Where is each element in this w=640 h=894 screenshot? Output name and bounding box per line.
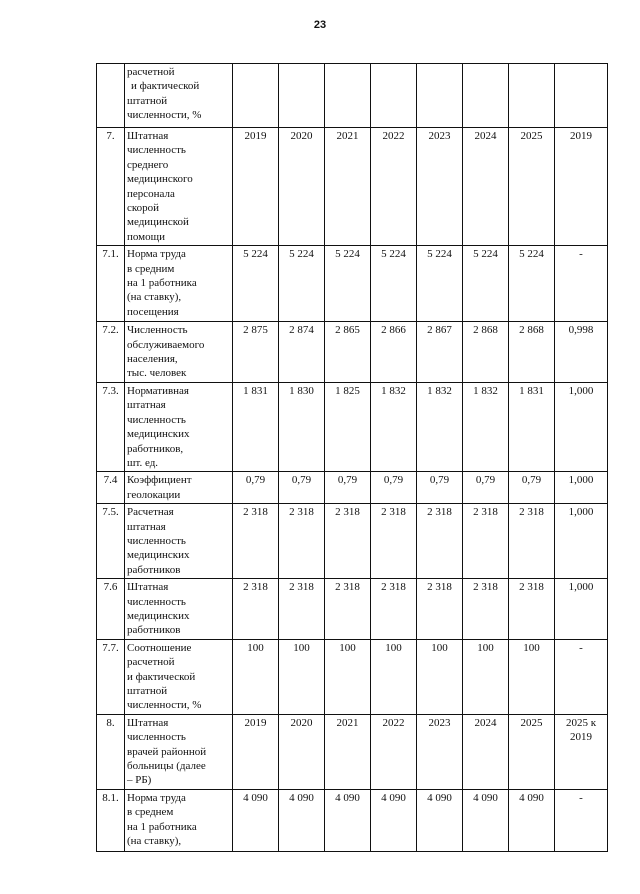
year-value-cell: 2 868 [509,322,555,383]
indicator-name-line: штатная [127,399,166,412]
year-value-cell: 2025 [509,128,555,246]
year-value-cell: 0,79 [417,472,463,504]
year-value-cell: 2020 [279,714,325,789]
table-row [97,472,608,504]
year-value-cell [509,64,555,128]
indicator-name-line: медицинских [127,428,190,441]
year-value-cell: 2 866 [371,322,417,383]
indicator-name-line: помощи [127,230,165,243]
year-value-cell: 0,79 [371,472,417,504]
indicator-name-line: Штатная [127,716,169,729]
indicator-name-line: – РБ) [127,774,152,787]
indicator-name-line: Нормативная [127,384,189,397]
year-value-cell: 2 318 [279,579,325,640]
year-value-cell: 2 318 [233,579,279,640]
indicator-name-line: Расчетная [127,506,174,519]
indicator-name-line: расчетной [127,66,175,78]
indicator-name [125,128,233,246]
indicator-name [125,579,233,640]
ratio-cell: 1,000 [555,472,608,504]
year-value-cell: 2022 [371,714,417,789]
indicator-name-line: (на ставку), [127,291,182,304]
indicator-name-line: Норма труда [127,791,186,804]
year-value-cell: 2021 [325,128,371,246]
indicator-name-line: численность [127,413,186,426]
indicator-name [125,789,233,851]
year-value-cell: 2 868 [463,322,509,383]
year-value-cell: 2 318 [463,504,509,579]
year-value-cell: 5 224 [233,246,279,322]
year-value-cell: 2025 [509,714,555,789]
indicator-name-line: обслуживаемого [127,338,205,351]
year-value-cell: 2 875 [233,322,279,383]
indicator-name-line: в среднем [127,806,174,819]
year-value-cell: 2 318 [325,504,371,579]
year-value-cell [417,64,463,128]
year-value-cell: 0,79 [509,472,555,504]
year-value-cell: 100 [509,639,555,714]
row-number [97,64,125,128]
indicator-name-line: медицинских [127,549,190,562]
year-value-cell: 4 090 [325,789,371,851]
indicator-name-line: тыс. человек [127,367,187,380]
indicator-name-line: шт. ед. [127,456,159,469]
indicator-name-line: Штатная [127,130,169,142]
year-value-cell: 1 832 [463,382,509,471]
indicator-name-line: Численность [127,324,188,337]
year-value-cell: 100 [279,639,325,714]
year-value-cell: 2022 [371,128,417,246]
year-value-cell: 1 830 [279,382,325,471]
indicators-table [96,63,608,852]
row-number: 7. [97,128,125,246]
table-row [97,128,608,246]
indicator-name-line: медицинских [127,609,190,622]
year-value-cell: 2024 [463,128,509,246]
year-value-cell: 2019 [233,128,279,246]
row-number: 8. [97,714,125,789]
year-value-cell [371,64,417,128]
indicator-name-line: скорой [127,202,160,215]
indicator-name-line: Коэффициент [127,474,192,487]
year-value-cell: 2 318 [417,504,463,579]
year-value-cell: 100 [417,639,463,714]
table-row [97,789,608,851]
year-value-cell: 4 090 [417,789,463,851]
ratio-cell: 2019 [555,128,608,246]
indicator-name-line: и фактической [131,80,200,93]
year-value-cell: 2023 [417,128,463,246]
indicator-name [125,714,233,789]
year-value-cell: 1 832 [371,382,417,471]
year-value-cell: 1 831 [509,382,555,471]
year-value-cell: 5 224 [325,246,371,322]
indicator-name-line: работников [127,624,181,637]
indicator-name-line: медицинской [127,216,189,229]
year-value-cell: 4 090 [371,789,417,851]
year-value-cell: 5 224 [509,246,555,322]
year-value-cell [463,64,509,128]
year-value-cell: 2 318 [371,579,417,640]
table-row [97,382,608,471]
year-value-cell: 4 090 [233,789,279,851]
year-value-cell: 2 318 [371,504,417,579]
indicator-name-line: на 1 работника [127,820,197,833]
indicator-name-line: среднего [127,158,169,171]
year-value-cell: 2019 [233,714,279,789]
indicator-name-line: численности, % [127,109,202,122]
year-value-cell: 2 318 [463,579,509,640]
year-value-cell: 0,79 [325,472,371,504]
row-number: 8.1. [97,789,125,851]
year-value-cell: 100 [233,639,279,714]
year-value-cell: 2023 [417,714,463,789]
indicator-name-line: численность [127,534,186,547]
indicator-name-line: геолокации [127,488,181,501]
row-number: 7.5. [97,504,125,579]
year-value-cell: 5 224 [371,246,417,322]
ratio-cell: 0,998 [555,322,608,383]
year-value-cell: 4 090 [463,789,509,851]
ratio-cell: 1,000 [555,382,608,471]
row-number: 7.3. [97,382,125,471]
year-value-cell: 2020 [279,128,325,246]
ratio-cell: 1,000 [555,579,608,640]
row-number: 7.4 [97,472,125,504]
year-value-cell: 2 318 [509,504,555,579]
year-value-cell: 0,79 [463,472,509,504]
table-row [97,714,608,789]
year-value-cell [279,64,325,128]
indicator-name-line: врачей районной [127,745,207,758]
year-value-cell: 0,79 [279,472,325,504]
indicator-name-line: на 1 работника [127,277,197,290]
year-value-cell: 1 831 [233,382,279,471]
indicator-name-line: численности, % [127,699,202,712]
table-row [97,64,608,128]
indicator-name-line: Норма труда [127,248,186,261]
year-value-cell: 1 825 [325,382,371,471]
year-value-cell: 2 318 [325,579,371,640]
indicator-name-line: штатной [127,685,168,697]
indicator-name-line: в средним [127,262,175,275]
table-body [97,64,608,852]
year-value-cell: 4 090 [509,789,555,851]
table-row [97,246,608,322]
indicator-name-line: численность [127,595,186,608]
row-number: 7.7. [97,639,125,714]
year-value-cell: 100 [325,639,371,714]
year-value-cell: 5 224 [463,246,509,322]
ratio-cell: - [555,639,608,714]
indicator-name-line: расчетной [127,656,175,669]
indicator-name [125,639,233,714]
indicator-name-line: Штатная [127,581,169,594]
indicator-name-line: работников [127,563,181,576]
indicator-name-line: медицинского [127,173,193,186]
year-value-cell [233,64,279,128]
indicator-name-line: работников, [127,442,184,455]
year-value-cell: 2 865 [325,322,371,383]
indicator-name-line: населения, [127,353,178,366]
table-row [97,322,608,383]
indicator-name-line: больницы (далее [127,760,206,773]
row-number: 7.6 [97,579,125,640]
indicator-name [125,64,233,128]
ratio-cell: - [555,246,608,322]
table-row [97,579,608,640]
year-value-cell: 1 832 [417,382,463,471]
table-row [97,504,608,579]
indicator-name [125,246,233,322]
year-value-cell: 100 [463,639,509,714]
ratio-cell: 1,000 [555,504,608,579]
ratio-cell: - [555,789,608,851]
year-value-cell: 100 [371,639,417,714]
indicator-name-line: (на ставку), [127,835,182,848]
year-value-cell: 5 224 [279,246,325,322]
year-value-cell: 5 224 [417,246,463,322]
indicator-name-line: посещения [127,305,179,318]
year-value-cell: 2 874 [279,322,325,383]
table-row [97,639,608,714]
page-number: 23 [313,19,327,31]
year-value-cell: 2 867 [417,322,463,383]
year-value-cell: 2021 [325,714,371,789]
indicator-name [125,472,233,504]
ratio-cell: 2025 к 2019 [555,714,608,789]
row-number: 7.2. [97,322,125,383]
year-value-cell: 4 090 [279,789,325,851]
row-number: 7.1. [97,246,125,322]
year-value-cell [325,64,371,128]
indicator-name-line: штатной [127,94,168,107]
year-value-cell: 0,79 [233,472,279,504]
indicator-name-line: Соотношение [127,641,192,654]
year-value-cell: 2 318 [279,504,325,579]
indicator-name [125,322,233,383]
indicator-name-line: и фактической [127,670,196,683]
ratio-cell [555,64,608,128]
year-value-cell: 2024 [463,714,509,789]
indicator-name [125,382,233,471]
indicator-name [125,504,233,579]
year-value-cell: 2 318 [509,579,555,640]
year-value-cell: 2 318 [233,504,279,579]
year-value-cell: 2 318 [417,579,463,640]
indicator-name-line: численность [127,731,186,744]
indicator-name-line: численность [127,144,186,157]
indicator-name-line: штатная [127,520,166,533]
indicator-name-line: персонала [127,187,175,200]
